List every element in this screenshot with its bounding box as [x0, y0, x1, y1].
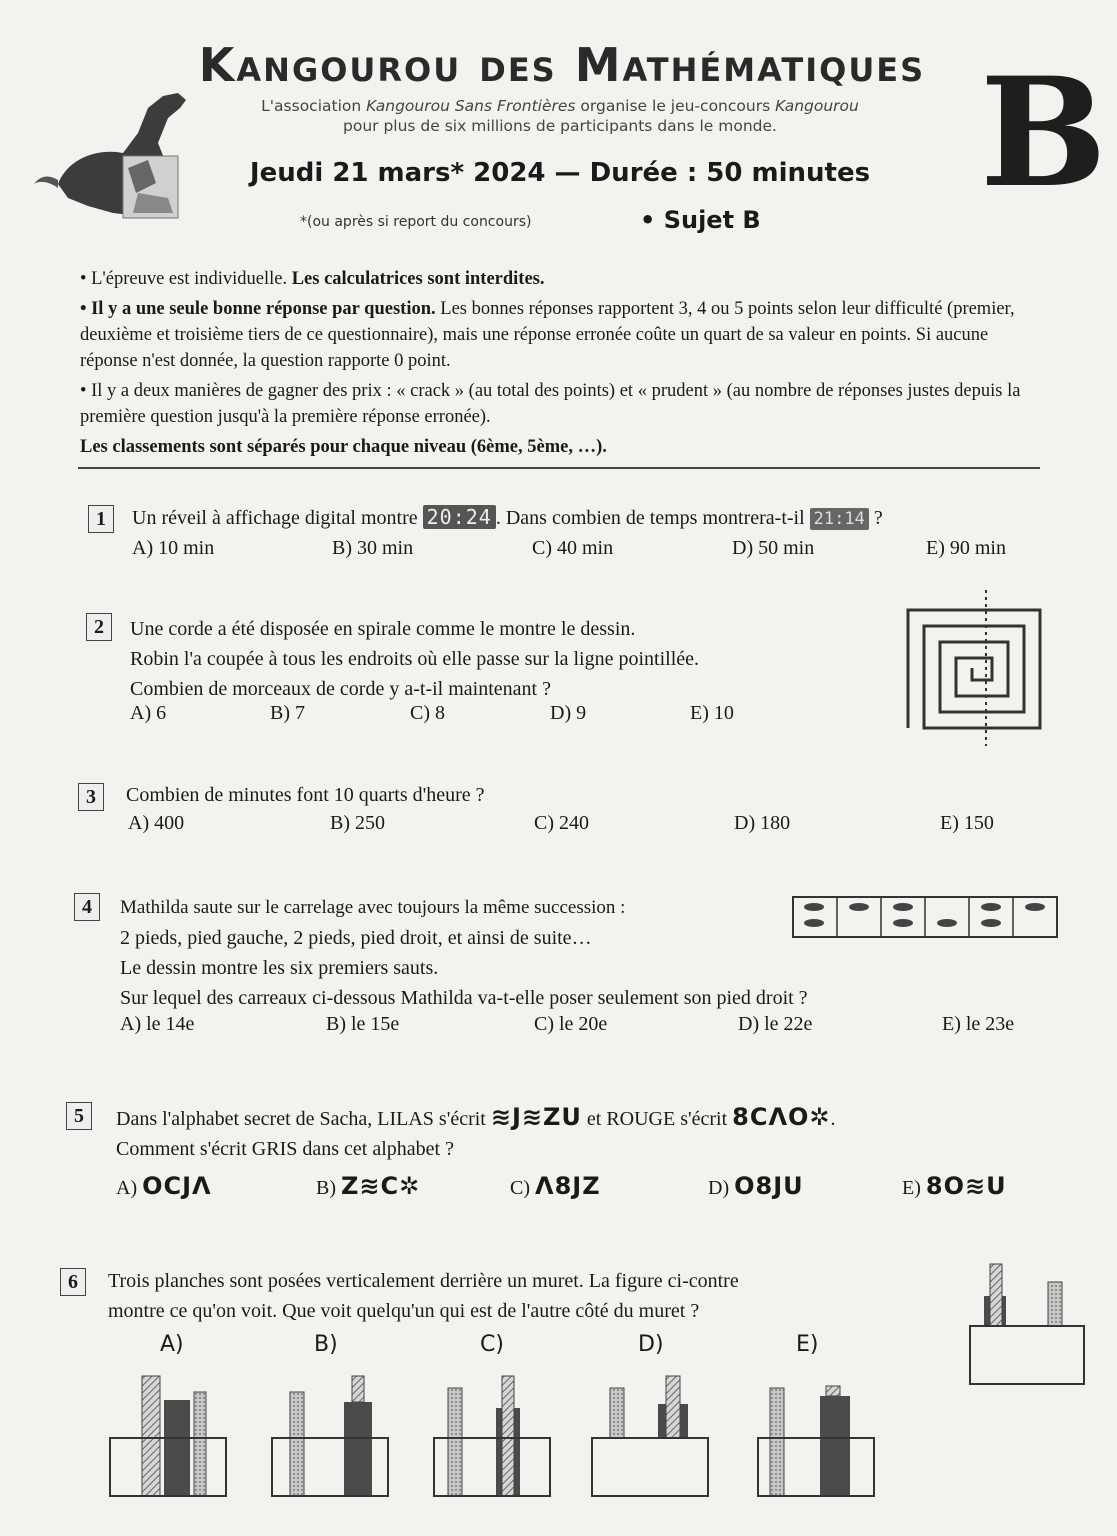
secret-code: Z≋C✲ — [341, 1172, 421, 1200]
question-2-text — [130, 614, 880, 704]
secret-code: O8JU — [734, 1172, 804, 1200]
sujet-label: • Sujet B — [640, 206, 761, 234]
q6-line-1: Trois planches sont posées verticalement derrière un muret. La figure ci-contre — [108, 1270, 739, 1292]
answer-label: A) — [116, 1177, 138, 1199]
answer-option[interactable]: A) 10 min — [132, 537, 215, 559]
answer-option[interactable]: E) 90 min — [926, 537, 1006, 559]
answer-option[interactable] — [116, 1172, 212, 1200]
assoc-text-start: L'association — [261, 97, 367, 115]
question-number: 4 — [74, 893, 100, 921]
q4-line-2: 2 pieds, pied gauche, 2 pieds, pied droit, et ainsi de suite… — [120, 927, 592, 949]
q1-text-c: ? — [868, 507, 883, 529]
rules-block — [80, 266, 1040, 464]
association-text — [200, 96, 920, 136]
question-6-text — [108, 1266, 968, 1326]
answer-option[interactable]: E) le 23e — [942, 1013, 1015, 1035]
answer-option[interactable]: D) le 22e — [738, 1013, 813, 1035]
answer-option[interactable]: B) 7 — [270, 702, 305, 724]
q4-line-1: Mathilda saute sur le carrelage avec toujours la même succession : — [120, 897, 626, 918]
rule-3-text: • Il y a deux manières de gagner des prix : « crack » (au total des points) et « prudent » (au nombre de réponses justes depuis la première question jusqu'à la première réponse erronée). — [80, 381, 1021, 427]
separator-line — [78, 467, 1040, 469]
answer-option[interactable]: D) 9 — [550, 702, 587, 724]
answer-option[interactable]: E) 10 — [690, 702, 734, 724]
answer-label: E) — [902, 1177, 921, 1199]
option-a-figure[interactable] — [106, 1372, 232, 1502]
answer-option[interactable] — [510, 1172, 601, 1200]
option-e-figure[interactable] — [754, 1372, 880, 1502]
question-5-text — [116, 1102, 1076, 1164]
secret-word-rouge: 8CΛO✲ — [732, 1103, 831, 1131]
rule-1-text: • L'épreuve est individuelle. — [80, 269, 292, 289]
answer-option[interactable]: C) 8 — [410, 702, 445, 724]
answer-label: D) — [708, 1177, 730, 1199]
q2-line-3: Combien de morceaux de corde y a-t-il maintenant ? — [130, 678, 551, 700]
tiles-figure — [792, 893, 1058, 939]
q1-text-b: . Dans combien de temps montrera-t-il — [495, 507, 810, 529]
answer-label: C) — [510, 1177, 530, 1199]
option-label[interactable]: C) — [480, 1332, 504, 1357]
rule-2-text: Les bonnes réponses rapportent 3, 4 ou 5 points selon leur difficulté (premier, deuxième et troisième tiers de ce questionnaire), mais une réponse erronée coûte un quart de sa valeur en points. Si aucune réponse n'est donnée, la question rapporte 0 point. — [80, 299, 1015, 371]
q4-line-4: Sur lequel des carreaux ci-dessous Mathilda va-t-elle poser seulement son pied droit ? — [120, 987, 808, 1009]
answer-option[interactable] — [902, 1172, 1007, 1200]
answer-option[interactable]: A) 6 — [130, 702, 167, 724]
rule-3 — [80, 378, 1040, 430]
assoc-contest-name: Kangourou — [775, 97, 859, 115]
q1-text-a: Un réveil à affichage digital montre — [132, 507, 423, 529]
option-c-figure[interactable] — [430, 1372, 556, 1502]
option-label[interactable]: D) — [638, 1332, 664, 1357]
muret-reference-figure — [962, 1260, 1088, 1390]
secret-code: 8O≋U — [925, 1172, 1007, 1200]
answer-option[interactable]: B) le 15e — [326, 1013, 400, 1035]
q5-text-c: . — [830, 1108, 836, 1130]
answer-option[interactable]: C) 240 — [534, 812, 589, 834]
answer-option[interactable]: E) 150 — [940, 812, 994, 834]
option-label[interactable]: B) — [314, 1332, 338, 1357]
question-1-text — [132, 503, 1052, 533]
assoc-org-name: Kangourou Sans Frontières — [366, 97, 576, 115]
option-d-figure[interactable] — [588, 1372, 714, 1502]
secret-code: Λ8JZ — [535, 1172, 601, 1200]
question-number: 1 — [88, 505, 114, 533]
kangaroo-logo — [28, 88, 198, 228]
q2-line-1: Une corde a été disposée en spirale comme le montre le dessin. — [130, 618, 636, 640]
spiral-rope-figure — [900, 588, 1052, 748]
level-letter: B — [980, 45, 1107, 221]
answer-option[interactable]: B) 30 min — [332, 537, 414, 559]
question-number: 5 — [66, 1102, 92, 1130]
question-number: 2 — [86, 613, 112, 641]
question-number: 3 — [78, 783, 104, 811]
assoc-text-line2: pour plus de six millions de participants dans le monde. — [343, 117, 777, 135]
q6-line-2: montre ce qu'on voit. Que voit quelqu'un qui est de l'autre côté du muret ? — [108, 1300, 700, 1322]
q4-line-3: Le dessin montre les six premiers sauts. — [120, 957, 439, 979]
answer-option[interactable]: D) 50 min — [732, 537, 815, 559]
answer-option[interactable]: A) 400 — [128, 812, 185, 834]
option-b-figure[interactable] — [268, 1372, 394, 1502]
rule-2 — [80, 296, 1040, 374]
rule-4-bold: Les classements sont séparés pour chaque niveau (6ème, 5ème, …). — [80, 437, 607, 457]
q2-line-2: Robin l'a coupée à tous les endroits où elle passe sur la ligne pointillée. — [130, 648, 700, 670]
contest-date: Jeudi 21 mars* 2024 — Durée : 50 minutes — [249, 158, 871, 188]
option-label[interactable]: A) — [160, 1332, 184, 1357]
page-title: Kangourou des Mathématiques — [198, 38, 926, 92]
rule-1-bold: Les calculatrices sont interdites. — [291, 269, 545, 289]
assoc-text-mid: organise le jeu-concours — [575, 97, 776, 115]
rule-1 — [80, 266, 1040, 292]
answer-option[interactable] — [316, 1172, 420, 1200]
answer-label: B) — [316, 1177, 336, 1199]
answer-option[interactable]: C) le 20e — [534, 1013, 608, 1035]
answer-option[interactable]: A) le 14e — [120, 1013, 195, 1035]
question-number: 6 — [60, 1268, 86, 1296]
secret-code: OCJΛ — [142, 1172, 212, 1200]
secret-word-lilas: ≋J≋ZU — [490, 1103, 582, 1131]
answer-option[interactable]: D) 180 — [734, 812, 791, 834]
answer-option[interactable]: C) 40 min — [532, 537, 614, 559]
answer-option[interactable]: B) 250 — [330, 812, 385, 834]
clock-display-1: 20:24 — [423, 505, 496, 529]
q5-text-a: Dans l'alphabet secret de Sacha, LILAS s'écrit — [116, 1108, 491, 1130]
clock-display-2: 21:14 — [810, 508, 869, 530]
report-note: *(ou après si report du concours) — [300, 214, 532, 230]
q5-line-2: Comment s'écrit GRIS dans cet alphabet ? — [116, 1138, 454, 1160]
rule-2-bold: • Il y a une seule bonne réponse par question. — [80, 299, 436, 319]
rule-4 — [80, 434, 1040, 460]
question-3-text: Combien de minutes font 10 quarts d'heure ? — [126, 784, 485, 806]
answer-option[interactable] — [708, 1172, 804, 1200]
option-label[interactable]: E) — [796, 1332, 819, 1357]
q5-text-b: et ROUGE s'écrit — [581, 1108, 733, 1130]
